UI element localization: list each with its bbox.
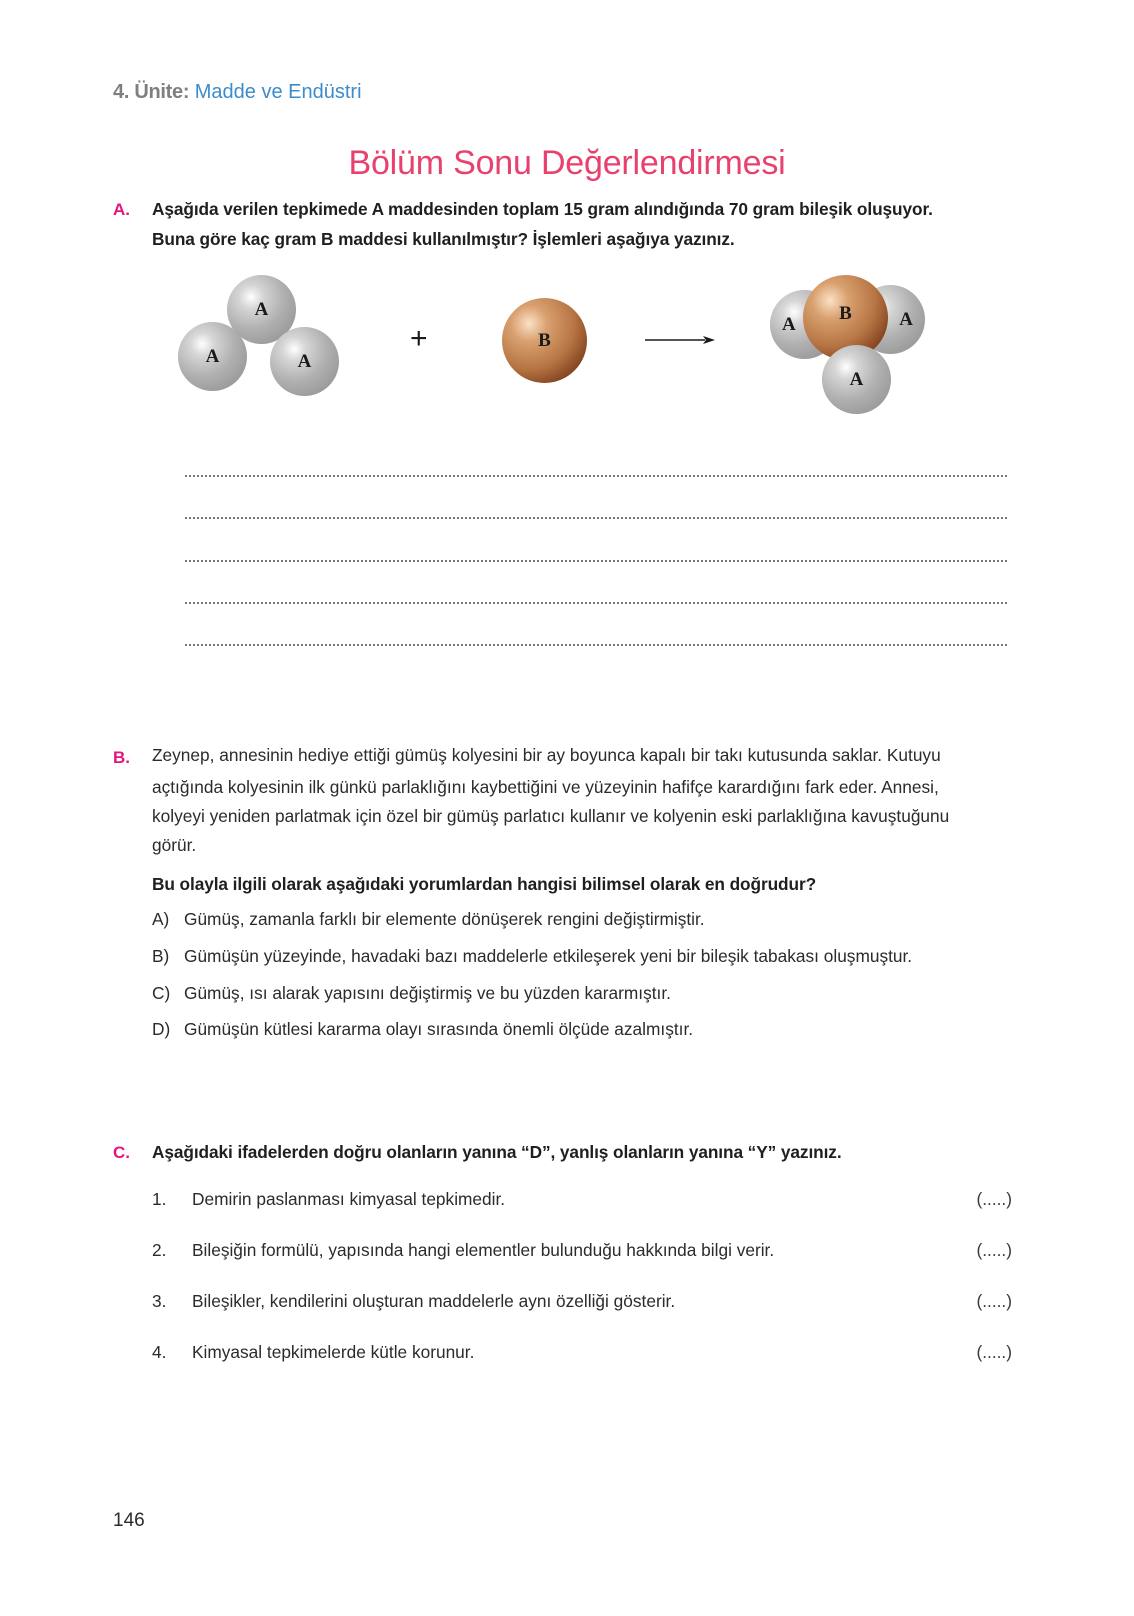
answer-blank[interactable]: (.....) <box>976 1189 1012 1209</box>
section-a-question-line-1: Aşağıda verilen tepkimede A maddesinden toplam 15 gram alındığında 70 gram bileşik oluşuyor. <box>152 199 933 219</box>
option-text: Gümüşün kütlesi kararma olayı sırasında önemli ölçüde azalmıştır. <box>184 1019 694 1039</box>
option-d[interactable] <box>152 1017 693 1041</box>
section-a-question-line-2: Buna göre kaç gram B maddesi kullanılmıştır? İşlemleri aşağıya yazınız. <box>152 229 735 249</box>
answer-line[interactable] <box>184 475 1008 477</box>
true-false-item <box>152 1238 1012 1262</box>
true-false-item <box>152 1340 1012 1364</box>
item-number: 2. <box>152 1240 167 1260</box>
true-false-item <box>152 1289 1012 1313</box>
atom-label: A <box>849 368 864 390</box>
unit-name: Madde ve Endüstri <box>194 81 362 103</box>
true-false-item <box>152 1187 1012 1211</box>
item-number: 1. <box>152 1189 167 1209</box>
option-letter: C) <box>152 983 171 1003</box>
answer-line[interactable] <box>184 644 1008 646</box>
atom-b-sphere <box>502 298 587 383</box>
paragraph-line: Zeynep, annesinin hediye ettiği gümüş kolyesini bir ay boyunca kapalı bir takı kutusunda saklar. Kutuyu <box>152 745 941 765</box>
atom-label: A <box>782 313 796 335</box>
atom-label: B <box>839 303 852 324</box>
atom-a-sphere <box>270 327 339 396</box>
section-a-letter: A. <box>113 200 130 219</box>
answer-blank[interactable]: (.....) <box>976 1291 1012 1311</box>
atom-label: A <box>297 350 312 372</box>
atom-a-sphere <box>178 322 247 391</box>
option-a[interactable] <box>152 907 705 931</box>
option-letter: B) <box>152 946 170 966</box>
section-b-paragraph <box>152 741 1022 860</box>
section-a-question <box>152 194 1022 254</box>
page-title: Bölüm Sonu Değerlendirmesi <box>348 144 786 182</box>
atom-label: B <box>538 329 551 351</box>
answer-blank[interactable]: (.....) <box>976 1342 1012 1362</box>
item-number: 3. <box>152 1291 167 1311</box>
option-c[interactable] <box>152 981 671 1005</box>
option-letter: D) <box>152 1019 171 1039</box>
paragraph-line: kolyeyi yeniden parlatmak için özel bir gümüş parlatıcı kullanır ve kolyenin eski parlaklığına kavuştuğunu <box>152 806 950 826</box>
answer-blank[interactable]: (.....) <box>976 1240 1012 1260</box>
unit-header <box>113 80 362 104</box>
reaction-arrow-icon <box>645 335 715 345</box>
section-c-instruction: Aşağıdaki ifadelerden doğru olanların yanına “D”, yanlış olanların yanına “Y” yazınız. <box>152 1142 842 1162</box>
item-text: Bileşikler, kendilerini oluşturan maddelerle aynı özelliği gösterir. <box>192 1291 676 1311</box>
atom-label: A <box>254 298 269 320</box>
item-text: Kimyasal tepkimelerde kütle korunur. <box>192 1342 475 1362</box>
reaction-diagram <box>0 270 1134 430</box>
option-b[interactable] <box>152 944 912 968</box>
answer-line[interactable] <box>184 517 1008 519</box>
section-b-question: Bu olayla ilgili olarak aşağıdaki yorumlardan hangisi bilimsel olarak en doğrudur? <box>152 874 817 894</box>
option-letter: A) <box>152 909 170 929</box>
option-text: Gümüş, zamanla farklı bir elemente dönüşerek rengini değiştirmiştir. <box>184 909 705 929</box>
answer-line[interactable] <box>184 560 1008 562</box>
unit-label: 4. Ünite: <box>113 81 190 103</box>
section-b-letter: B. <box>113 748 130 767</box>
atom-a-sphere <box>822 345 891 414</box>
atom-label: A <box>899 308 913 330</box>
option-text: Gümüş, ısı alarak yapısını değiştirmiş ve bu yüzden kararmıştır. <box>184 983 671 1003</box>
paragraph-line: görür. <box>152 835 197 855</box>
answer-line[interactable] <box>184 602 1008 604</box>
page-number: 146 <box>113 1510 145 1531</box>
paragraph-line: açtığında kolyesinin ilk günkü parlaklığını kaybettiğini ve yüzeyinin hafifçe karardığını fark eder. Annesi, <box>152 777 939 797</box>
section-c-letter: C. <box>113 1143 130 1162</box>
item-text: Bileşiğin formülü, yapısında hangi elementler bulunduğu hakkında bilgi verir. <box>192 1240 775 1260</box>
plus-sign: + <box>410 322 428 355</box>
option-text: Gümüşün yüzeyinde, havadaki bazı maddelerle etkileşerek yeni bir bileşik tabakası oluşmuştur. <box>184 946 913 966</box>
item-number: 4. <box>152 1342 167 1362</box>
item-text: Demirin paslanması kimyasal tepkimedir. <box>192 1189 506 1209</box>
atom-label: A <box>205 345 220 367</box>
